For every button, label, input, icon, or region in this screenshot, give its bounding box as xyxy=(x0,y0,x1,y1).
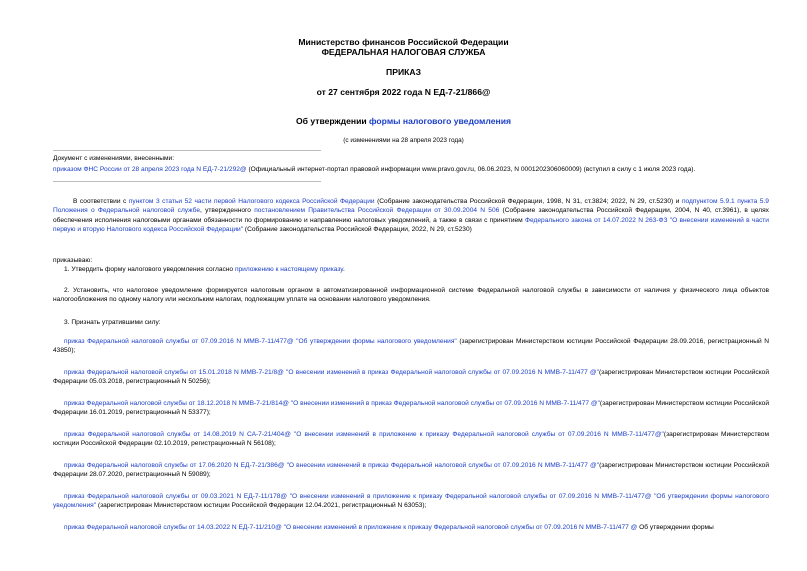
repealed-rest-6: (зарегистрирован Министерством юстиции Российской Федерации 12.04.2021, регистрационный N 63053); xyxy=(96,502,427,510)
repealed-item-5 xyxy=(53,461,769,480)
preamble-text-1: В соответствии с xyxy=(73,198,129,205)
service-heading: ФЕДЕРАЛЬНАЯ НАЛОГОВАЯ СЛУЖБА xyxy=(321,47,486,57)
changes-intro: Документ с изменениями, внесенными: xyxy=(53,155,175,162)
item-1-text: 1. Утвердить форму налогового уведомления согласно xyxy=(64,266,235,273)
amendments-note: (с изменениями на 28 апреля 2023 года) xyxy=(343,137,464,144)
repealed-order-link-1[interactable]: приказ Федеральной налоговой службы от 07.09.2016 N ММВ-7-11/477@ "Об утверждении формы налогового уведомления" xyxy=(64,338,457,345)
changes-rest: (Официальный интернет-портал правовой информации www.pravo.gov.ru, 06.06.2023, N 0001202306060009) (вступил в силу с 1 июля 2023 года). xyxy=(246,166,696,173)
title-prefix: Об утверждении xyxy=(296,116,370,126)
doc-type-heading: ПРИКАЗ xyxy=(386,67,421,77)
item-1-end: . xyxy=(342,266,345,273)
repealed-order-link-2[interactable]: приказ Федеральной налоговой службы от 15.01.2018 N ММВ-7-21/8@ "О внесении изменений в приказ Федеральной налоговой службы от 07.09.2016 N ММВ-7-11/477 @" xyxy=(64,369,599,376)
preamble-text-4: (Собрание законодательства Российской Федерации, 2004, N 40, ст.3961), в целях обеспечения исполнения налоговыми органами обязанности по формированию и направлению налоговых уведомлений, а также в связи с принятием xyxy=(53,207,769,224)
repealed-item-7 xyxy=(53,523,769,532)
tax-code-link[interactable]: пунктом 3 статьи 52 части первой Налогового кодекса Российской Федерации xyxy=(128,198,375,205)
changes-order-link[interactable]: приказом ФНС России от 28 апреля 2023 года N ЕД-7-21/292@ xyxy=(53,166,247,173)
divider-top xyxy=(53,150,321,151)
preamble-text-3: , утвержденного xyxy=(200,207,255,215)
repealed-rest-4: (зарегистрирован Министерством юстиции Российской Федерации 02.10.2019, регистрационный N 56108); xyxy=(53,431,770,448)
changes-line xyxy=(53,165,793,174)
federal-law-link[interactable]: Федерального закона от 14.07.2022 N 263-ФЗ "О внесении изменений в части первую и вторую Налогового кодекса Российской Федерации" xyxy=(53,216,769,234)
ministry-heading: Министерство финансов Российской Федерации xyxy=(298,37,509,47)
repealed-item-4 xyxy=(53,430,769,449)
title-form-link[interactable]: формы налогового уведомления xyxy=(369,116,511,126)
regulation-link[interactable]: подпунктом 5.9.1 пункта 5.9 Положения о Федеральной налоговой службе xyxy=(53,198,769,215)
repealed-order-link-3[interactable]: приказ Федеральной налоговой службы от 18.12.2018 N ММВ-7-21/814@ "О внесении изменений в приказ Федеральной налоговой службы от 07.09.2016 N ММВ-7-11/477 @" xyxy=(64,400,600,407)
repealed-order-link-6[interactable]: приказ Федеральной налоговой службы от 09.03.2021 N ЕД-7-11/178@ "О внесении изменений в приложение к приказу Федеральной налоговой службы от 07.09.2016 N ММВ-7-11/477@ "Об утверждении формы налогового уведомления" xyxy=(53,493,769,510)
repealed-item-1 xyxy=(53,337,769,356)
repealed-order-link-7[interactable]: приказ Федеральной налоговой службы от 14.03.2022 N ЕД-7-11/210@ "О внесении изменений в приложение к приказу Федеральной налоговой службы от 07.09.2016 N ММВ-7-11/477 @ xyxy=(64,524,638,531)
preamble-text-2: (Собрание законодательства Российской Федерации, 1998, N 31, ст.3824; 2022, N 29, ст.5230) и xyxy=(374,198,682,205)
divider-bottom xyxy=(53,181,321,182)
repealed-order-link-5[interactable]: приказ Федеральной налоговой службы от 17.06.2020 N ЕД-7-21/386@ "О внесении изменений в приказ Федеральной налоговой службы от 07.09.2016 N ММВ-7-11/477 @" xyxy=(64,462,600,469)
repealed-rest-7: Об утверждении формы xyxy=(637,524,714,531)
repealed-item-3 xyxy=(53,399,769,418)
item-1 xyxy=(64,265,345,274)
repealed-rest-1: (зарегистрирован Министерством юстиции Российской Федерации 28.09.2016, регистрационный N 43850); xyxy=(53,338,769,355)
government-decree-link[interactable]: постановлением Правительства Российской Федерации от 30.09.2004 N 506 xyxy=(254,207,500,215)
repealed-item-2 xyxy=(53,368,769,387)
repealed-item-6 xyxy=(53,492,769,511)
repealed-rest-5: (зарегистрирован Министерством юстиции Российской Федерации 28.07.2020, регистрационный N 59089); xyxy=(53,462,770,479)
preamble-paragraph xyxy=(53,197,769,235)
repealed-order-link-4[interactable]: приказ Федеральной налоговой службы от 14.08.2019 N СА-7-21/404@ "О внесении изменений в приложение к приказу Федеральной налоговой службы от 07.09.2016 N ММВ-7-11/477@" xyxy=(64,431,664,438)
item-2: 2. Установить, что налоговое уведомление формируется налоговым органом в автоматизированной информационной системе Федеральной налоговой службы в зависимости от наличия у физического лица объектов налогообложения по одному налогу или нескольким налогам, подлежащим уплате на основании налогового уведомления. xyxy=(53,287,769,304)
order-word: приказываю: xyxy=(53,257,93,264)
item-3: 3. Признать утратившими силу: xyxy=(64,319,161,326)
preamble-text-5: (Собрание законодательства Российской Федерации, 2022, N 29, ст.5230) xyxy=(243,226,472,234)
date-number-heading: от 27 сентября 2022 года N ЕД-7-21/866@ xyxy=(316,87,491,97)
repealed-rest-3: (зарегистрирован Министерством юстиции Российской Федерации 16.01.2019, регистрационный N 53377); xyxy=(53,400,770,417)
document-title xyxy=(0,116,807,126)
appendix-link[interactable]: приложению к настоящему приказу xyxy=(234,266,343,273)
repealed-rest-2: (зарегистрирован Министерством юстиции Российской Федерации 05.03.2018, регистрационный N 50256); xyxy=(53,369,770,386)
